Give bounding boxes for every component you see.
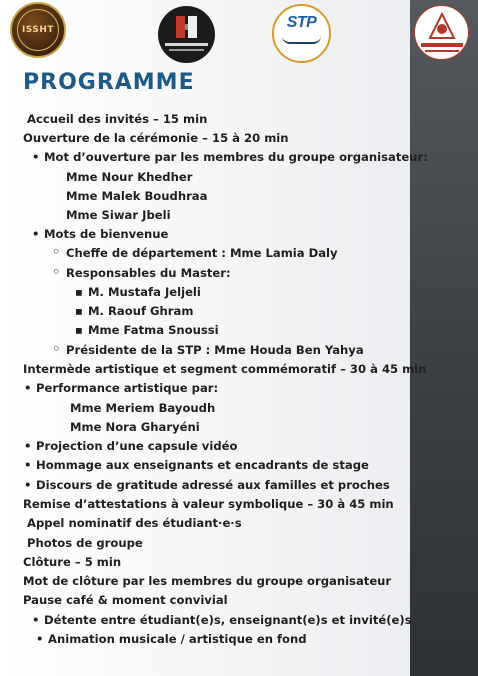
programme-line: • Détente entre étudiant(e)s, enseignant(e)s et invité(e)s: [44, 613, 412, 627]
issht-logo: [10, 2, 66, 58]
programme-line: Appel nominatif des étudiant·e·s: [27, 516, 242, 530]
programme-line: Mme Malek Boudhraa: [66, 189, 208, 203]
programme-line: • Discours de gratitude adressé aux familles et proches: [36, 478, 390, 492]
programme-line: Intermède artistique et segment commémoratif – 30 à 45 min: [23, 362, 427, 376]
university-logo: [414, 5, 469, 60]
club-logo: [158, 6, 215, 63]
university-logo-subband: [425, 50, 459, 52]
programme-line: ◦ Présidente de la STP : Mme Houda Ben Yahya: [66, 343, 364, 357]
club-logo-mark-icon: [176, 16, 197, 38]
stp-logo: [272, 4, 331, 63]
programme-title: PROGRAMME: [23, 70, 195, 95]
university-logo-band: [421, 43, 463, 47]
club-logo-caption: [165, 43, 208, 46]
programme-line: Pause café & moment convivial: [23, 593, 228, 607]
programme-line: • Performance artistique par:: [36, 381, 218, 395]
programme-line: • Mot d’ouverture par les membres du groupe organisateur:: [44, 150, 428, 164]
stp-logo-text: STP: [286, 14, 317, 31]
programme-line: • Projection d’une capsule vidéo: [36, 439, 237, 453]
programme-line: Mme Nora Gharyéni: [70, 420, 200, 434]
programme-line: • Animation musicale / artistique en fond: [48, 632, 307, 646]
programme-line: Photos de groupe: [27, 536, 143, 550]
programme-line: Ouverture de la cérémonie – 15 à 20 min: [23, 131, 289, 145]
programme-line: Clôture – 5 min: [23, 555, 122, 569]
programme-line: ▪ M. Mustafa Jeljeli: [88, 285, 201, 299]
university-emblem-icon: [427, 12, 457, 42]
programme-line: Accueil des invités – 15 min: [27, 112, 208, 126]
programme-line: ▪ Mme Fatma Snoussi: [88, 323, 219, 337]
programme-line: ◦ Responsables du Master:: [66, 266, 231, 280]
programme-line: Mme Siwar Jbeli: [66, 208, 171, 222]
programme-line: • Hommage aux enseignants et encadrants de stage: [36, 458, 369, 472]
issht-logo-text: ISSHT: [21, 25, 55, 35]
programme-line: • Mots de bienvenue: [44, 227, 168, 241]
programme-line: Mot de clôture par les membres du groupe organisateur: [23, 574, 392, 588]
programme-line: ▪ M. Raouf Ghram: [88, 304, 193, 318]
club-logo-subcaption: [169, 49, 204, 51]
programme-line: Remise d’attestations à valeur symbolique – 30 à 45 min: [23, 497, 394, 511]
stp-logo-arabic-script: [282, 36, 321, 44]
programme-line: Mme Nour Khedher: [66, 170, 193, 184]
programme-line: Mme Meriem Bayoudh: [70, 401, 216, 415]
programme-line: ◦ Cheffe de département : Mme Lamia Daly: [66, 246, 338, 260]
side-band: [410, 0, 478, 676]
